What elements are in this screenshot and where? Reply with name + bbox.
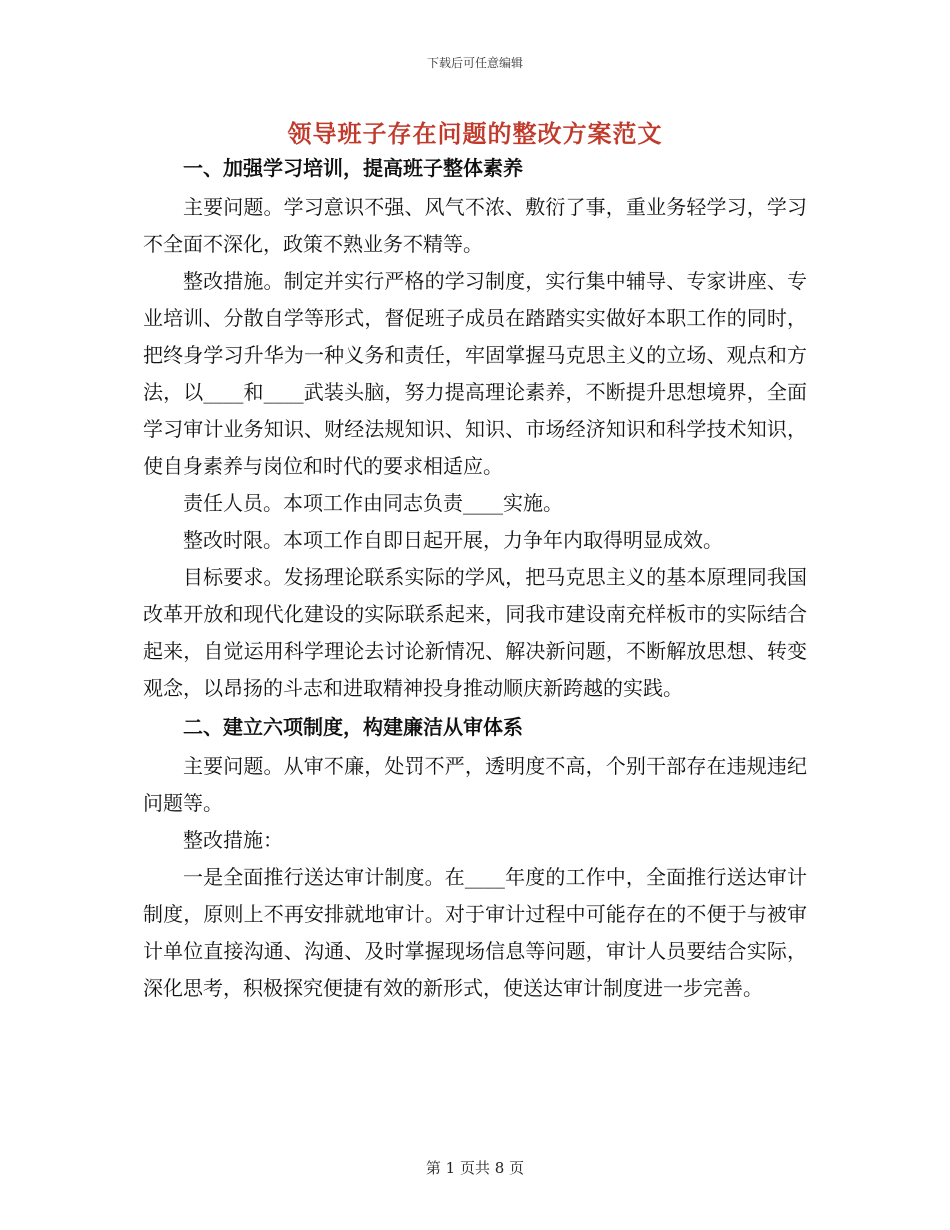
- document-title: 领导班子存在问题的整改方案范文: [287, 119, 663, 148]
- paragraph: 整改措施。制定并实行严格的学习制度，实行集中辅导、专家讲座、专业培训、分散自学等形式，督促班子成员在踏踏实实做好本职工作的同时，把终身学习升华为一种义务和责任，牢固掌握马克思主义的立场、观点和方法，以____和____武装头脑，努力提高理论素养，不断提升思想境界，全面学习审计业务知识、财经法规知识、知识、市场经济知识和科学技术知识，使自身素养与岗位和时代的要求相适应。: [143, 269, 807, 478]
- paragraph: 主要问题。从审不廉，处罚不严，透明度不高，个别干部存在违规违纪问题等。: [143, 754, 807, 815]
- paragraph: 主要问题。学习意识不强、风气不浓、敷衍了事，重业务轻学习，学习不全面不深化，政策不熟业务不精等。: [143, 195, 807, 256]
- paragraph: 整改时限。本项工作自即日起开展，力争年内取得明显成效。: [183, 528, 723, 552]
- paragraph: 责任人员。本项工作由同志负责____实施。: [183, 491, 563, 515]
- page-footer: 第 1 页共 8 页: [425, 1159, 525, 1177]
- paragraph: 整改措施：: [183, 828, 283, 852]
- paragraph: 一是全面推行送达审计制度。在____年度的工作中，全面推行送达审计制度，原则上不再安排就地审计。对于审计过程中可能存在的不便于与被审计单位直接沟通、沟通、及时掌握现场信息等问题，审计人员要结合实际，深化思考，积极探究便捷有效的新形式，使送达审计制度进一步完善。: [143, 865, 807, 1000]
- paragraph: 目标要求。发扬理论联系实际的学风，把马克思主义的基本原理同我国改革开放和现代化建设的实际联系起来，同我市建设南充样板市的实际结合起来，自觉运用科学理论去讨论新情况、解决新问题，不断解放思想、转变观念，以昂扬的斗志和进取精神投身推动顺庆新跨越的实践。: [143, 565, 807, 700]
- document-body: [143, 148, 807, 1007]
- section-heading: 二、建立六项制度，构建廉洁从审体系: [183, 715, 523, 739]
- header-note: 下载后可任意编辑: [426, 56, 523, 70]
- section-heading: 一、加强学习培训，提高班子整体素养: [183, 156, 523, 180]
